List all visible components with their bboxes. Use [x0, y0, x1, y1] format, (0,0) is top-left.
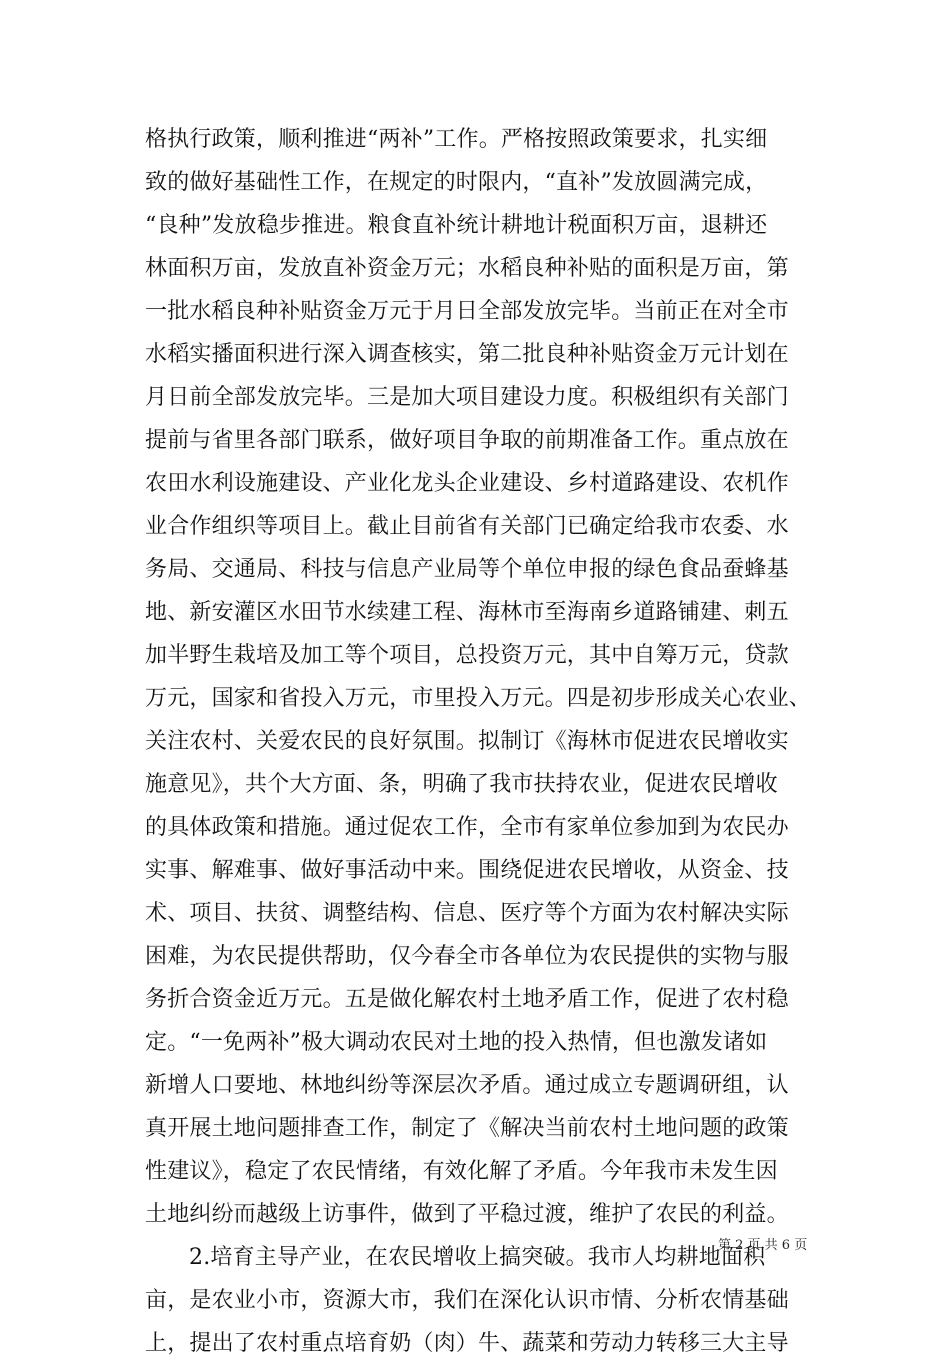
text-line: 上，提出了农村重点培育奶（肉）牛、蔬菜和劳动力转移三大主导 — [145, 1331, 789, 1356]
text-line: “良种”发放稳步推进。粮食直补统计耕地计税面积万亩，退耕还 — [145, 213, 768, 238]
text-line: 真开展土地问题排查工作，制定了《解决当前农村土地问题的政策 — [145, 1116, 789, 1141]
text-line: 格执行政策，顺利推进“两补”工作。严格按照政策要求，扎实细 — [145, 127, 768, 152]
text-line: 一批水稻良种补贴资金万元于月日全部发放完毕。当前正在对全市 — [145, 299, 789, 324]
body-text — [145, 118, 825, 1365]
text-line: 实事、解难事、做好事活动中来。围绕促进农民增收，从资金、技 — [145, 858, 789, 883]
text-line: 务局、交通局、科技与信息产业局等个单位申报的绿色食品蚕蜂基 — [145, 557, 789, 582]
text-line: 致的做好基础性工作，在规定的时限内，“直补”发放圆满完成， — [145, 170, 768, 195]
text-line: 性建议》，稳定了农民情绪，有效化解了矛盾。今年我市未发生因 — [145, 1159, 778, 1184]
text-line: 困难，为农民提供帮助，仅今春全市各单位为农民提供的实物与服 — [145, 944, 789, 969]
text-line: 林面积万亩，发放直补资金万元；水稻良种补贴的面积是万亩，第 — [145, 256, 789, 281]
text-line: 亩，是农业小市，资源大市，我们在深化认识市情、分析农情基础 — [145, 1288, 789, 1313]
text-line: 定。“一免两补”极大调动农民对土地的投入热情，但也激发诸如 — [145, 1030, 768, 1055]
section-heading-line: 2.培育主导产业，在农民增收上搞突破。我市人均耕地面积 — [189, 1245, 766, 1270]
text-line: 务折合资金近万元。五是做化解农村土地矛盾工作，促进了农村稳 — [145, 987, 789, 1012]
text-line: 的具体政策和措施。通过促农工作，全市有家单位参加到为农民办 — [145, 815, 789, 840]
text-line: 加半野生栽培及加工等个项目，总投资万元，其中自筹万元，贷款 — [145, 643, 789, 668]
text-line: 术、项目、扶贫、调整结构、信息、医疗等个方面为农村解决实际 — [145, 901, 789, 926]
text-line: 万元，国家和省投入万元，市里投入万元。四是初步形成关心农业、 — [145, 686, 812, 711]
text-line: 新增人口要地、林地纠纷等深层次矛盾。通过成立专题调研组，认 — [145, 1073, 789, 1098]
text-line: 施意见》，共个大方面、条，明确了我市扶持农业，促进农民增收 — [145, 772, 778, 797]
page-number: 第 2 页 共 6 页 — [718, 1238, 808, 1253]
text-line: 水稻实播面积进行深入调查核实，第二批良种补贴资金万元计划在 — [145, 342, 789, 367]
text-line: 土地纠纷而越级上访事件，做到了平稳过渡，维护了农民的利益。 — [145, 1202, 789, 1227]
text-line: 农田水利设施建设、产业化龙头企业建设、乡村道路建设、农机作 — [145, 471, 789, 496]
text-line: 业合作组织等项目上。截止目前省有关部门已确定给我市农委、水 — [145, 514, 789, 539]
text-line: 关注农村、关爱农民的良好氛围。拟制订《海林市促进农民增收实 — [145, 729, 789, 754]
text-line: 地、新安灌区水田节水续建工程、海林市至海南乡道路铺建、刺五 — [145, 600, 789, 625]
text-line: 月日前全部发放完毕。三是加大项目建设力度。积极组织有关部门 — [145, 385, 789, 410]
text-line: 提前与省里各部门联系，做好项目争取的前期准备工作。重点放在 — [145, 428, 789, 453]
